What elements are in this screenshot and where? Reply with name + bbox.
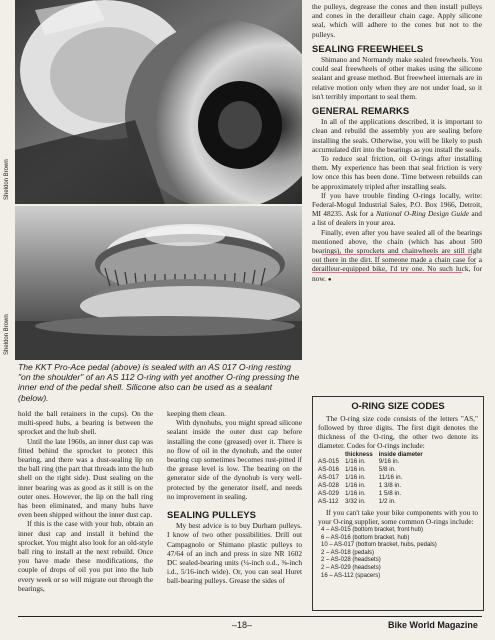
table-row: AS-112 3/32 in. 1/2 in.	[318, 498, 396, 505]
end-mark: ●	[327, 276, 332, 283]
paragraph: the pulleys, degrease the cones and then install pulleys and cones in the derailleur chain cage. Apply silicone seal, which will adhere to the cones but not to the pulleys.	[312, 2, 482, 39]
table-row: AS-028 1/16 in. 1 3/8 in.	[318, 482, 402, 489]
hub-photo-illustration	[15, 0, 302, 204]
oring-size-codes-box	[312, 396, 484, 611]
right-column-text	[312, 2, 482, 285]
heading-sealing-pulleys: SEALING PULLEYS	[167, 509, 257, 521]
magazine-name: Bike World Magazine	[388, 620, 478, 630]
paragraph: If this is the case with your hub, obtain an inner dust cap and install it behind the sprocket. You might also look for an old-style ball ring to install at the next rebuild. Once you have made these modifications, the couple of drops of oil you put into the hub every week or so will migrate out through the bearings,	[18, 519, 153, 593]
column-header: inside diameter	[378, 452, 423, 458]
list-item: 2 – AS-028 (headsets)	[321, 557, 381, 564]
list-item: 2 – AS-029 (headsets)	[321, 564, 381, 571]
box-title: O-RING SIZE CODES	[351, 400, 445, 411]
paragraph: hold the ball retainers in the cups). On the multi-speed hubs, a bearing is between the sprocket and the hub shell.	[18, 409, 153, 437]
list-item: 4 – AS-015 (bottom bracket, front hub)	[321, 527, 424, 533]
list-item: 16 – AS-112 (spacers)	[321, 572, 381, 579]
photo-credit-bottom: Sheldon Brown	[4, 314, 10, 355]
paragraph: To reduce seal friction, oil O-rings after installing them. My experience has been that seal friction is very low once this has been done. Time between rebuilds can be approximately tripled after installing seals.	[312, 154, 482, 191]
paragraph: Until the late 1960s, an inner dust cap was fitted behind the sprocket to protect this bearing, and there was a dust-sealing lip on the ball ring (the part that threads into the hub shell on the right side). Dust sealing on the inner bearing was as good as it still is on the outer ones. However, the lip on the ball ring has been eliminated, and many hubs have even been shipped without the inner dust cap.	[18, 436, 153, 520]
pen-underline	[312, 272, 462, 273]
pedal-photo-illustration	[15, 206, 302, 360]
photo-credit-top: Sheldon Brown	[4, 159, 10, 200]
middle-column-text	[167, 409, 302, 586]
paragraph: With dynohubs, you might spread silicone sealant inside the outer dust cap before installing the cone (greased) over it. There is no flow of oil in the dynohub, and the outer bearing cup sometimes becomes rust-pitted if the grease level is low. The bearing on the generator side of the dynohub is very well-protected by the generator itself, and needs no improvement in sealing.	[167, 418, 302, 501]
box-outro: If you can't take your bike components with you to your O-ring supplier, some common O-rings include:	[318, 508, 478, 526]
paragraph: keeping them clean.	[167, 409, 226, 418]
pedal-silicone-photo	[15, 206, 302, 360]
table-row: AS-016 1/16 in. 5/8 in.	[318, 466, 396, 473]
heading-general-remarks: GENERAL REMARKS	[312, 105, 410, 117]
footer-rule	[18, 616, 482, 617]
hub-closeup-photo	[15, 0, 302, 204]
table-row: AS-015 1/16 in. 9/16 in.	[318, 458, 400, 465]
list-item: 10 – AS-017 (bottom bracket, hubs, pedals)	[321, 542, 437, 549]
heading-sealing-freewheels: SEALING FREEWHEELS	[312, 42, 424, 54]
paragraph: In all of the applications described, it is important to clean and rebuild the assembly you are sealing before installing the seals. Otherwise, you will be likely to push accumulated dirt into the bearings as you install the seals.	[312, 117, 482, 154]
box-intro: The O-ring size code consists of the letters "AS," followed by three digits. The first digit denotes the thickness of the O-ring, the other two denote its diameter. Codes for O-rings include:	[318, 414, 478, 450]
photo-caption: The KKT Pro-Ace pedal (above) is sealed with an AS 017 O-ring resting "on the shoulder" of an AS 112 O-ring with yet another O-ring pressing the inner end of the pedal shell. Silicone also can be used as a sealant (below).	[18, 362, 300, 403]
column-header: thickness	[345, 452, 373, 458]
page-number: –18–	[232, 620, 253, 630]
pen-underline	[312, 263, 476, 264]
guide-title: National O-Ring Design Guide	[376, 209, 470, 219]
list-item: 2 – AS-018 (pedals)	[321, 549, 375, 556]
paragraph: Finally, even after you have sealed all of the bearings mentioned above, the chain (which has about 500 bearings), the sprockets and chainwheels are still right out there in the dirt. If someone made a chain case for a derailleur-equipped bike, I'd try one. No such luck, for now. ●	[312, 227, 482, 283]
oring-table	[318, 452, 429, 506]
paragraph: Shimano and Normandy make sealed freewheels. You could seal freewheels of other makes using the silicone sealant and grease method. But freewheel internals are in relative motion only when they are not under load, so it isn't terribly important to seal them.	[312, 55, 482, 101]
paragraph: My best advice is to buy Durham pulleys. I know of two other possibilities. Drill out Campagnolo or Shimano plastic pulleys to 47/64 of an inch and press in size NR 1602 DC sealed-bearing units (¼-inch o.d., ⅜-inch i.d., 5/16-inch wide). Or, you can seal Huret ball-bearing pulleys. Grease the sides of	[167, 521, 302, 586]
pen-underline	[322, 254, 472, 255]
list-item: 6 – AS-016 (bottom bracket, hub)	[321, 534, 410, 541]
left-column-text	[18, 409, 153, 593]
table-row: AS-017 1/16 in. 11/16 in.	[318, 474, 403, 481]
table-row: AS-029 1/16 in. 1 5/8 in.	[318, 490, 402, 497]
paragraph-oring-supplier: If you have trouble finding O-rings locally, write: Federal-Mogul Industrial Sales, P.O. Box 1966, Detroit, MI 48235. Ask for a National O-Ring Design Guide and a list of dealers in your area.	[312, 190, 482, 228]
common-orings-list	[321, 527, 478, 580]
